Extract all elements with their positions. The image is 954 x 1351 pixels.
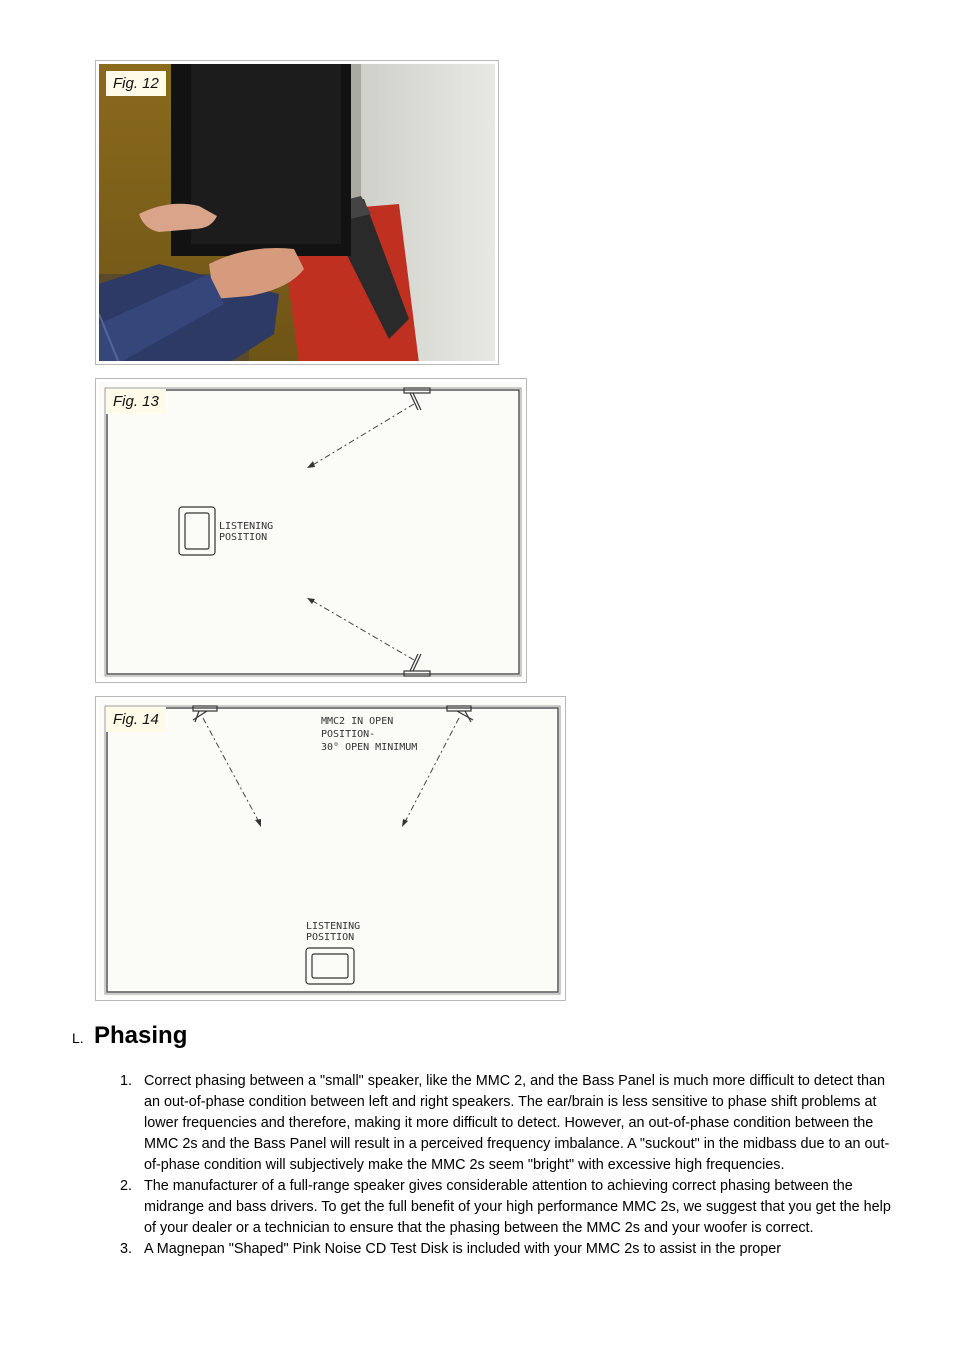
list-item-number: 3. <box>120 1241 133 1257</box>
list-item <box>120 1176 904 1239</box>
listening-label-line2: POSITION <box>306 932 355 943</box>
listening-label-line1: LISTENING <box>306 921 361 932</box>
figure-label: Fig. 14 <box>106 707 166 732</box>
list-item <box>120 1071 904 1176</box>
section-heading <box>72 1022 187 1050</box>
note-line3: 30° OPEN MINIMUM <box>321 742 418 753</box>
list-item-number: 1. <box>120 1073 133 1089</box>
list-item-text: The manufacturer of a full-range speaker gives considerable attention to achieving correct phasing between the midrange and bass drivers. To get the full benefit of your high performance MMC 2s, we suggest that you get the help of your dealer or a technician to ensure that the phasing between the MMC 2s and your woofer is correct. <box>144 1178 891 1236</box>
figure-14 <box>95 696 566 1001</box>
figure-label: Fig. 12 <box>106 71 166 96</box>
list-item-text: A Magnepan "Shaped" Pink Noise CD Test Disk is included with your MMC 2s to assist in the proper <box>144 1241 782 1257</box>
section-title: Phasing <box>94 1022 188 1049</box>
list-item-text: Correct phasing between a "small" speaker, like the MMC 2, and the Bass Panel is much more difficult to detect than an out-of-phase condition between left and right speakers. The ear/brain is less sensitive to phase shift problems at lower frequencies and therefore, making it more difficult to detect. However, an out-of-phase condition between the MMC 2s and the Bass Panel will result in a perceived frequency imbalance. A "suckout" in the midbass due to an out-of-phase condition will subjectively make the MMC 2s seem "bright" with excessive high frequencies. <box>144 1073 890 1173</box>
room-diagram-14 <box>99 700 562 997</box>
note-line1: MMC2 IN OPEN <box>321 716 394 727</box>
list-item-number: 2. <box>120 1178 133 1194</box>
list-item <box>120 1239 904 1260</box>
listening-label-line2: POSITION <box>219 532 268 543</box>
listening-label-line1: LISTENING <box>219 521 274 532</box>
figure-12 <box>95 60 499 365</box>
phasing-list <box>120 1071 904 1260</box>
note-line2: POSITION- <box>321 729 376 740</box>
room-diagram-13 <box>99 382 523 679</box>
figure-13 <box>95 378 527 683</box>
section-marker: L. <box>72 1030 84 1046</box>
figure-label: Fig. 13 <box>106 389 166 414</box>
speaker-photo <box>99 64 495 361</box>
